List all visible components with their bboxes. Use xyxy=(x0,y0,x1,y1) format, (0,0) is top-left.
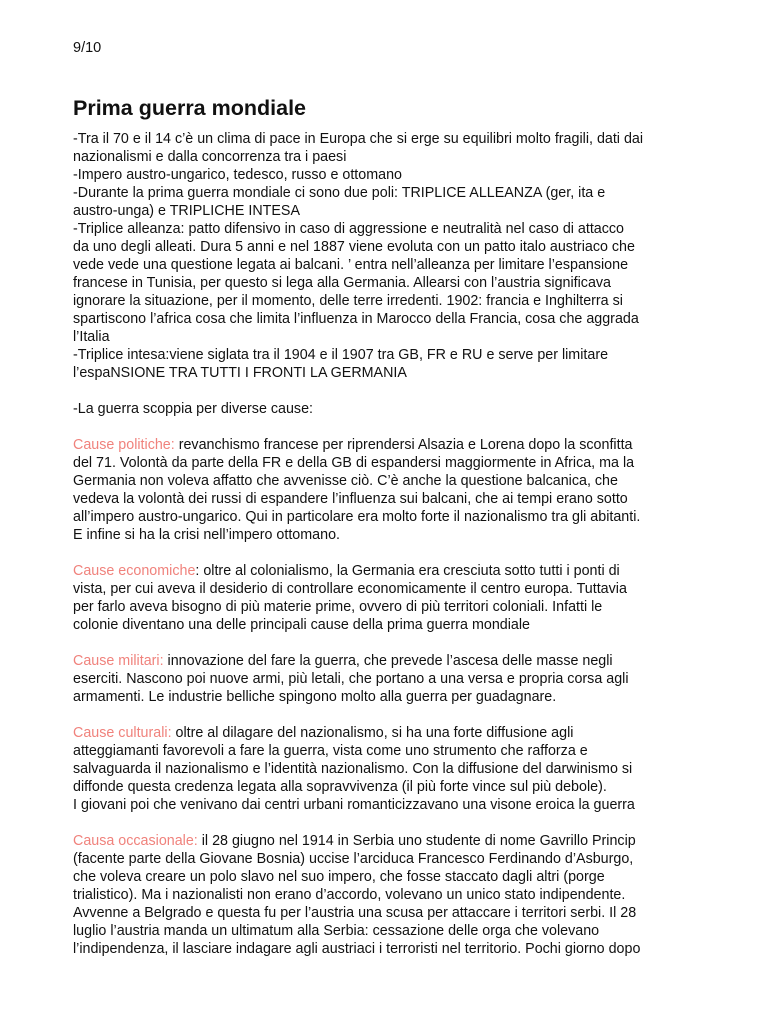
text-line: vista, per cui aveva il desiderio di controllare economicamente il centro europa. Tuttavia xyxy=(73,581,627,597)
text-line: luglio l’austria manda un ultimatum alla Serbia: cessazione delle orga che volevano xyxy=(73,923,600,939)
paragraph-spacer xyxy=(73,634,698,652)
intro-paragraph xyxy=(73,130,698,382)
paragraph-spacer xyxy=(73,706,698,724)
text-line: (facente parte della Giovane Bosnia) uccise l’arciduca Francesco Ferdinando d’Asburgo, xyxy=(73,851,634,867)
text-line: -Durante la prima guerra mondiale ci sono due poli: TRIPLICE ALLEANZA (ger, ita e xyxy=(73,185,606,201)
section-first-line xyxy=(73,724,698,742)
section-first-line xyxy=(73,562,698,580)
page-number: 9/10 xyxy=(73,40,102,56)
text-line: all’impero austro-ungarico. Qui in particolare era molto forte il nazionalismo tra gli abitanti. xyxy=(73,509,641,525)
text-line: l’espaNSIONE TRA TUTTI I FRONTI LA GERMANIA xyxy=(73,365,407,381)
section-label: Cause politiche: xyxy=(73,437,175,453)
text-line: l’indipendenza, il lasciare indagare agli austriaci i terroristi nel territorio. Pochi giorno dopo xyxy=(73,941,641,957)
text-line: armamenti. Le industrie belliche spingono molto alla guerra per guadagnare. xyxy=(73,689,557,705)
text-line: francese in Tunisia, per questo si lega alla Germania. Allearsi con l’austria significava xyxy=(73,275,611,291)
section-first-line xyxy=(73,832,698,850)
text-line: diffonde questa credenza legata alla sopravvivenza (il più forte vince sul più debole). xyxy=(73,779,607,795)
text-line: trialistico). Ma i nazionalisti non erano d’accordo, volevano un unico stato indipendente. xyxy=(73,887,626,903)
text-line: I giovani poi che venivano dai centri urbani romanticizzavano una visone eroica la guerra xyxy=(73,797,635,813)
text-line: spartiscono l’africa cosa che limita l’influenza in Marocco della Francia, cosa che aggrada xyxy=(73,311,639,327)
text-line: -Tra il 70 e il 14 c’è un clima di pace in Europa che si erge su equilibri molto fragili, dati dai xyxy=(73,131,644,147)
causes-intro: -La guerra scoppia per diverse cause: xyxy=(73,401,314,417)
text-line: -Triplice alleanza: patto difensivo in caso di aggressione e neutralità nel caso di attacco xyxy=(73,221,625,237)
text-line: che voleva creare un polo slavo nel suo impero, che fosse staccato dagli altri (porge xyxy=(73,869,605,885)
section-first-line xyxy=(73,436,698,454)
paragraph-spacer xyxy=(73,814,698,832)
section-first-line-text: il 28 giugno nel 1914 in Serbia uno studente di nome Gavrillo Princip xyxy=(197,833,636,849)
text-line: eserciti. Nascono poi nuove armi, più letali, che portano a una versa e propria corsa agli xyxy=(73,671,629,687)
text-line: l’Italia xyxy=(73,329,110,345)
text-line: Avvenne a Belgrado e questa fu per l’austria una scusa per attaccare i territori serbi. Il 28 xyxy=(73,905,637,921)
section-economic-causes xyxy=(73,562,698,634)
text-line: vede vede una questione legata ai balcani. ’ entra nell’alleanza per limitare l’espansione xyxy=(73,257,629,273)
section-occasional-cause xyxy=(73,832,698,958)
paragraph-spacer xyxy=(73,544,698,562)
section-label: Causa occasionale: xyxy=(73,833,198,849)
text-line: -Impero austro-ungarico, tedesco, russo e ottomano xyxy=(73,167,402,183)
page-title: Prima guerra mondiale xyxy=(73,96,306,120)
section-label: Cause economiche xyxy=(73,563,196,579)
section-first-line-text: innovazione del fare la guerra, che prevede l’ascesa delle masse negli xyxy=(163,653,613,669)
section-first-line xyxy=(73,652,698,670)
text-line: colonie diventano una delle principali cause della prima guerra mondiale xyxy=(73,617,530,633)
text-line: nazionalismi e dalla concorrenza tra i paesi xyxy=(73,149,347,165)
text-line: atteggiamanti favorevoli a fare la guerra, vista come uno strumento che rafforza e xyxy=(73,743,588,759)
document-body xyxy=(73,130,698,958)
text-line: per farlo aveva bisogno di più materie prime, ovvero di più territori coloniali. Infatti le xyxy=(73,599,603,615)
section-first-line-text: : oltre al colonialismo, la Germania era cresciuta sotto tutti i ponti di xyxy=(195,563,620,579)
text-line: vedeva la volontà dei russi di espandere l’influenza sui balcani, che ai tempi erano sotto xyxy=(73,491,628,507)
text-line: Germania non voleva affatto che avvenisse ciò. C’è anche la questione balcanica, che xyxy=(73,473,618,489)
text-line: salvaguarda il nazionalismo e l’identità nazionalismo. Con la diffusione del darwinismo si xyxy=(73,761,633,777)
section-first-line-text: revanchismo francese per riprendersi Alsazia e Lorena dopo la sconfitta xyxy=(174,437,633,453)
text-line: -Triplice intesa:viene siglata tra il 1904 e il 1907 tra GB, FR e RU e serve per limitare xyxy=(73,347,609,363)
section-label: Cause militari: xyxy=(73,653,164,669)
section-military-causes xyxy=(73,652,698,706)
text-line: austro-unga) e TRIPLICHE INTESA xyxy=(73,203,300,219)
paragraph-spacer xyxy=(73,382,698,400)
section-label: Cause culturali: xyxy=(73,725,172,741)
paragraph-spacer xyxy=(73,418,698,436)
section-cultural-causes xyxy=(73,724,698,814)
text-line: ignorare la situazione, per il momento, delle terre irredenti. 1902: francia e Inghilterra si xyxy=(73,293,623,309)
text-line: E infine si ha la crisi nell’impero ottomano. xyxy=(73,527,340,543)
section-first-line-text: oltre al dilagare del nazionalismo, si ha una forte diffusione agli xyxy=(171,725,574,741)
text-line: del 71. Volontà da parte della FR e della GB di espandersi maggiormente in Africa, ma la xyxy=(73,455,635,471)
section-political-causes xyxy=(73,436,698,544)
text-line: da uno degli alleati. Dura 5 anni e nel 1887 viene evoluta con un patto italo austriaco che xyxy=(73,239,635,255)
